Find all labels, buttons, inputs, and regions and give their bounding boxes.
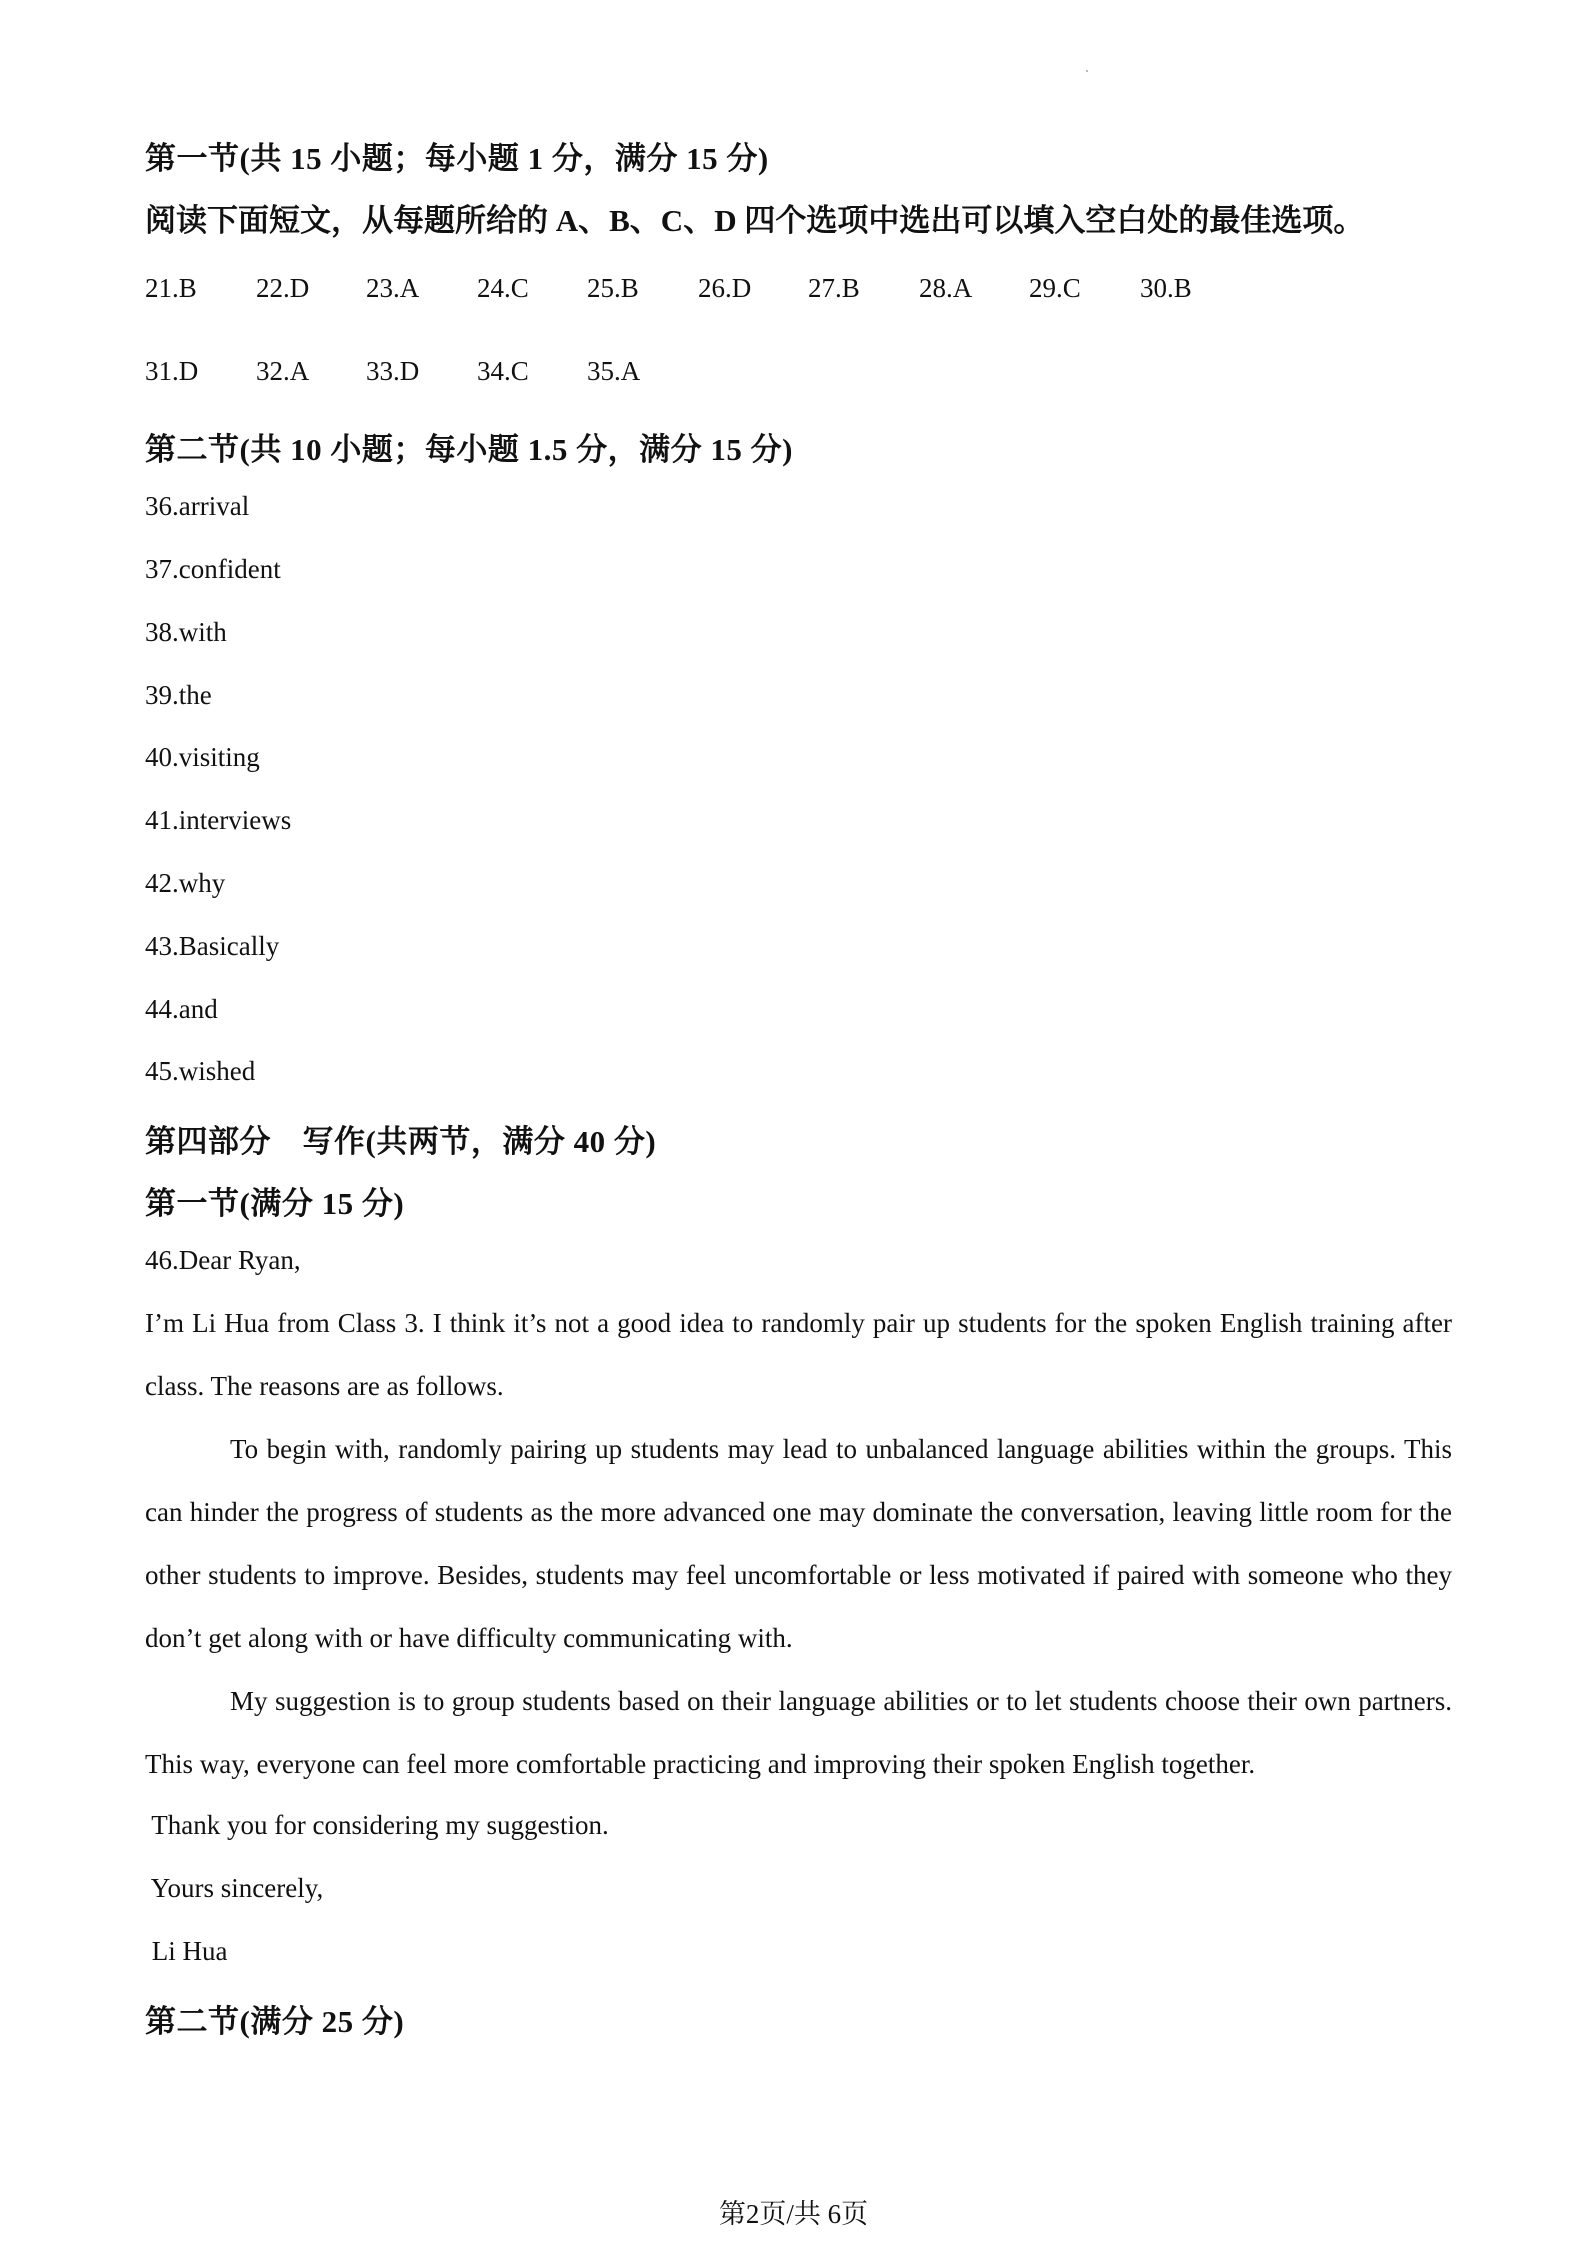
part4-section2-heading: 第二节(满分 25 分) [145, 2004, 405, 2039]
answer-27: 27.B [808, 273, 860, 303]
answer-45: 45.wished [145, 1056, 256, 1086]
answer-44: 44.and [145, 994, 218, 1024]
answer-21: 21.B [145, 273, 197, 303]
page-number: 第2页/共 6页 [718, 2199, 869, 2229]
section1-heading: 第一节(共 15 小题；每小题 1 分，满分 15 分) [145, 141, 769, 176]
answer-30: 30.B [1140, 273, 1192, 303]
part4-section1-heading: 第一节(满分 15 分) [145, 1186, 405, 1221]
answer-24: 24.C [477, 273, 529, 303]
letter-closing: Yours sincerely, [145, 1873, 324, 1903]
answer-23: 23.A [366, 273, 420, 303]
answer-35: 35.A [587, 356, 641, 386]
answer-31: 31.D [145, 356, 199, 386]
answer-40: 40.visiting [145, 742, 260, 772]
part4-heading: 第四部分 写作(共两节，满分 40 分) [145, 1124, 657, 1159]
answer-32: 32.A [256, 356, 310, 386]
section2-heading: 第二节(共 10 小题；每小题 1.5 分，满分 15 分) [145, 432, 793, 467]
letter-signature: Li Hua [145, 1936, 228, 1966]
answer-25: 25.B [587, 273, 639, 303]
letter-salutation: 46.Dear Ryan, [145, 1245, 301, 1275]
answer-33: 33.D [366, 356, 420, 386]
answer-28: 28.A [919, 273, 973, 303]
scan-speck [1086, 70, 1088, 72]
letter-thanks: Thank you for considering my suggestion. [145, 1810, 609, 1840]
letter-paragraph-3: My suggestion is to group students based on their language abilities or to let students choose their own partners. This way, everyone can feel more comfortable practicing and improving their spoken English together. [145, 1686, 1452, 1779]
letter-paragraph-2: To begin with, randomly pairing up students may lead to unbalanced language abilities within the groups. This can hinder the progress of students as the more advanced one may dominate the conversation, leaving little room for the other students to improve. Besides, students may feel uncomfortable or less motivated if paired with someone who they don’t get along with or have difficulty communicating with. [145, 1434, 1452, 1653]
answer-38: 38.with [145, 617, 227, 647]
answer-22: 22.D [256, 273, 310, 303]
section1-instruction: 阅读下面短文，从每题所给的 A、B、C、D 四个选项中选出可以填入空白处的最佳选项。 [145, 203, 1365, 238]
answer-34: 34.C [477, 356, 529, 386]
answer-26: 26.D [698, 273, 752, 303]
answer-37: 37.confident [145, 554, 281, 584]
answer-42: 42.why [145, 868, 226, 898]
answer-43: 43.Basically [145, 931, 280, 961]
letter-paragraph-1: I’m Li Hua from Class 3. I think it’s not a good idea to randomly pair up students for the spoken English training after class. The reasons are as follows. [145, 1308, 1452, 1401]
answer-29: 29.C [1029, 273, 1081, 303]
answer-36: 36.arrival [145, 491, 250, 521]
answer-41: 41.interviews [145, 805, 292, 835]
answer-39: 39.the [145, 680, 212, 710]
